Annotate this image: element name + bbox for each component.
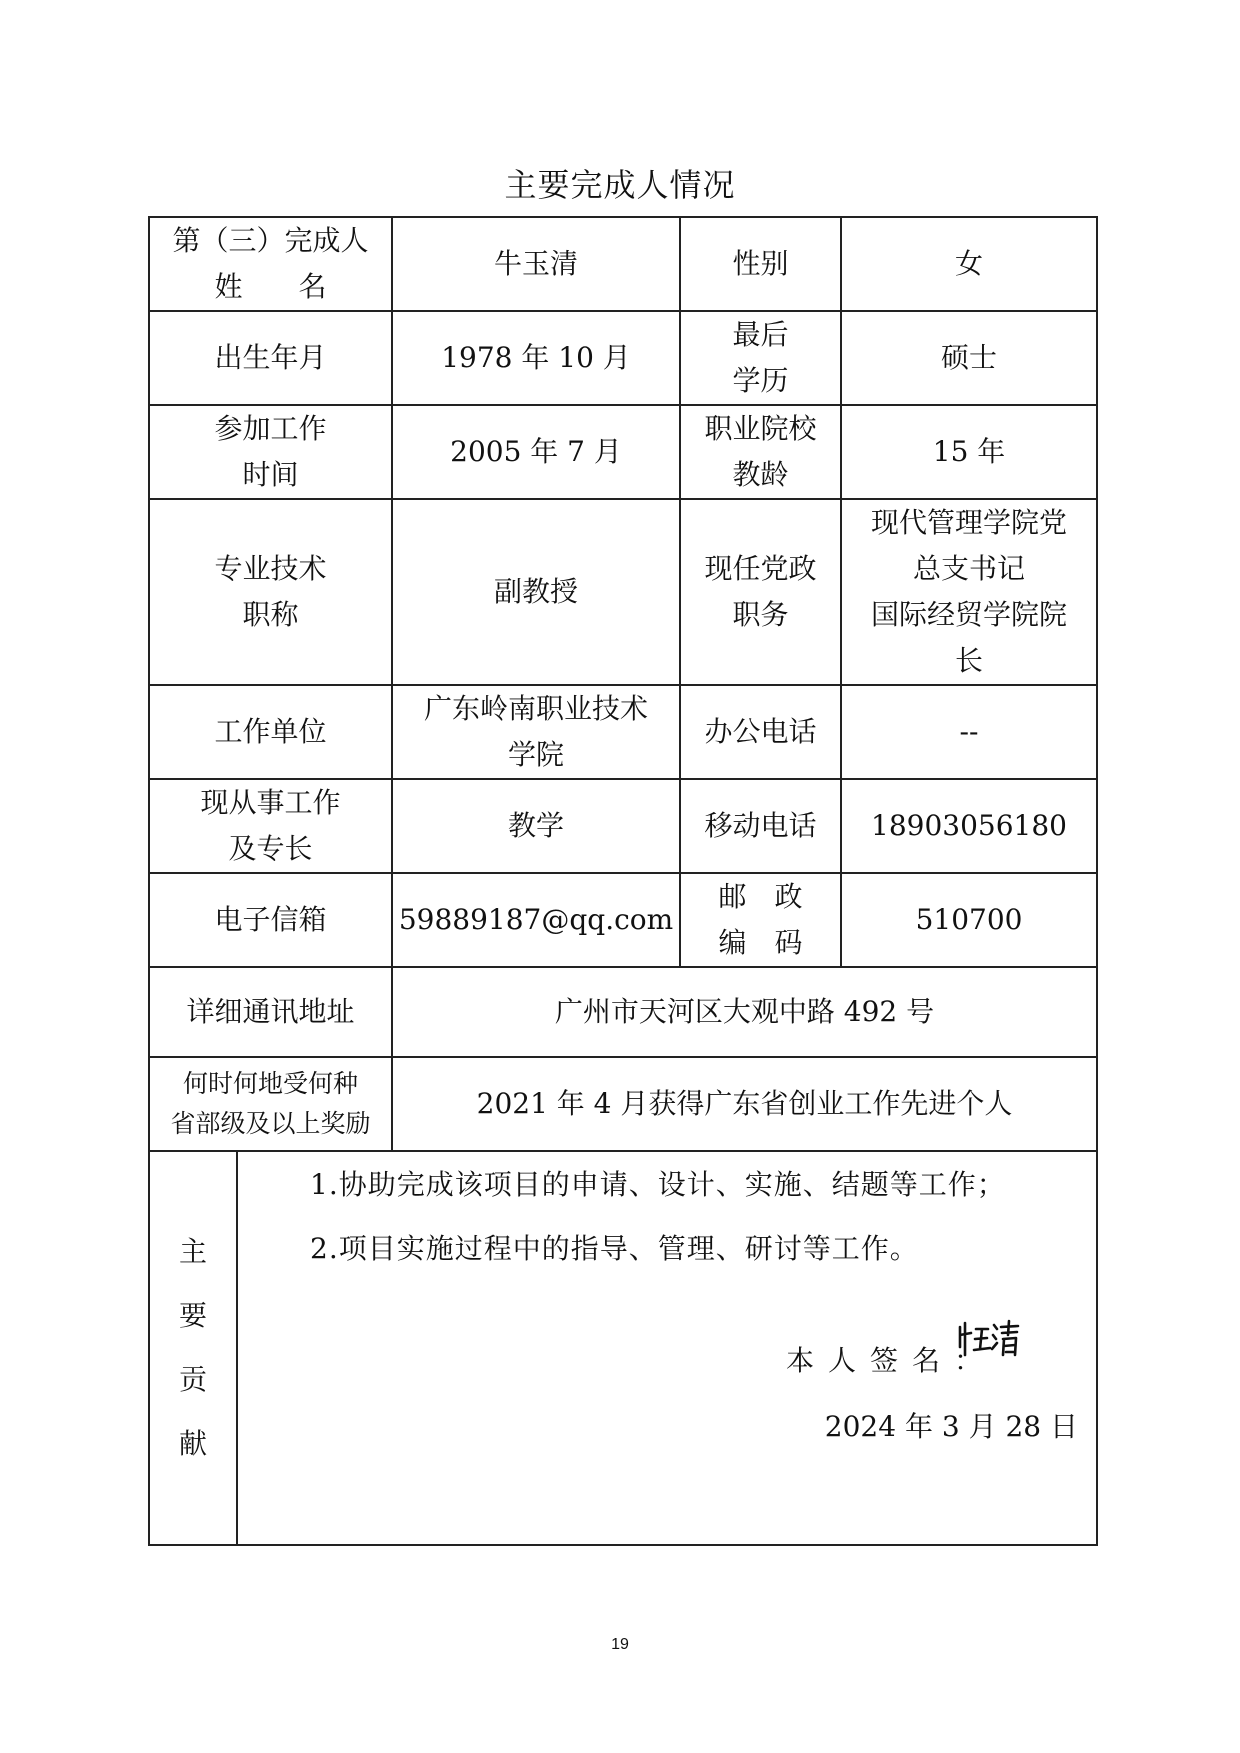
row-work-start (149, 405, 1097, 499)
email-value: 59889187@qq.com (392, 873, 680, 967)
mobile-phone-label: 移动电话 (680, 779, 841, 873)
party-post-label: 现任党政 职务 (680, 499, 841, 685)
row-contribution (149, 1151, 1097, 1545)
name-value: 牛玉清 (392, 217, 680, 311)
office-phone-value: -- (841, 685, 1097, 779)
education-value: 硕士 (841, 311, 1097, 405)
contribution-label: 主 要 贡 献 (149, 1151, 237, 1545)
awards-value: 2021 年 4 月获得广东省创业工作先进个人 (392, 1057, 1097, 1151)
birth-value: 1978 年 10 月 (392, 311, 680, 405)
specialty-label: 现从事工作 及专长 (149, 779, 392, 873)
row-birth (149, 311, 1097, 405)
address-value: 广州市天河区大观中路 492 号 (392, 967, 1097, 1057)
gender-value: 女 (841, 217, 1097, 311)
tech-title-value: 副教授 (392, 499, 680, 685)
row-title-rank (149, 499, 1097, 685)
row-employer (149, 685, 1097, 779)
contribution-line-1: 1.协助完成该项目的申请、设计、实施、结题等工作； (310, 1168, 1006, 1201)
employer-label: 工作单位 (149, 685, 392, 779)
work-start-label: 参加工作 时间 (149, 405, 392, 499)
name-label: 第（三）完成人 姓 名 (149, 217, 392, 311)
row-specialty (149, 779, 1097, 873)
row-awards (149, 1057, 1097, 1151)
tech-title-label: 专业技术 职称 (149, 499, 392, 685)
page-title: 主要完成人情况 (504, 166, 736, 204)
row-address (149, 967, 1097, 1057)
email-label: 电子信箱 (149, 873, 392, 967)
sign-date: 2024 年 3 月 28 日 (824, 1410, 1079, 1443)
contribution-content (237, 1151, 1097, 1545)
awards-label: 何时何地受何种 省部级及以上奖励 (149, 1057, 392, 1151)
postcode-value: 510700 (841, 873, 1097, 967)
contribution-line-2: 2.项目实施过程中的指导、管理、研讨等工作。 (310, 1232, 919, 1265)
address-label: 详细通讯地址 (149, 967, 392, 1057)
gender-label: 性别 (680, 217, 841, 311)
employer-value: 广东岭南职业技术 学院 (392, 685, 680, 779)
postcode-label: 邮 政 编 码 (680, 873, 841, 967)
birth-label: 出生年月 (149, 311, 392, 405)
office-phone-label: 办公电话 (680, 685, 841, 779)
teaching-years-label: 职业院校 教龄 (680, 405, 841, 499)
completer-info-table (148, 216, 1098, 1546)
page-number: 19 (611, 1636, 629, 1653)
handwritten-signature (956, 1317, 1026, 1361)
row-email (149, 873, 1097, 967)
row-name (149, 217, 1097, 311)
education-label: 最后 学历 (680, 311, 841, 405)
mobile-phone-value: 18903056180 (841, 779, 1097, 873)
work-start-value: 2005 年 7 月 (392, 405, 680, 499)
specialty-value: 教学 (392, 779, 680, 873)
party-post-value: 现代管理学院党 总支书记 国际经贸学院院 长 (841, 499, 1097, 685)
signature-label: 本人签名： (786, 1344, 997, 1377)
teaching-years-value: 15 年 (841, 405, 1097, 499)
